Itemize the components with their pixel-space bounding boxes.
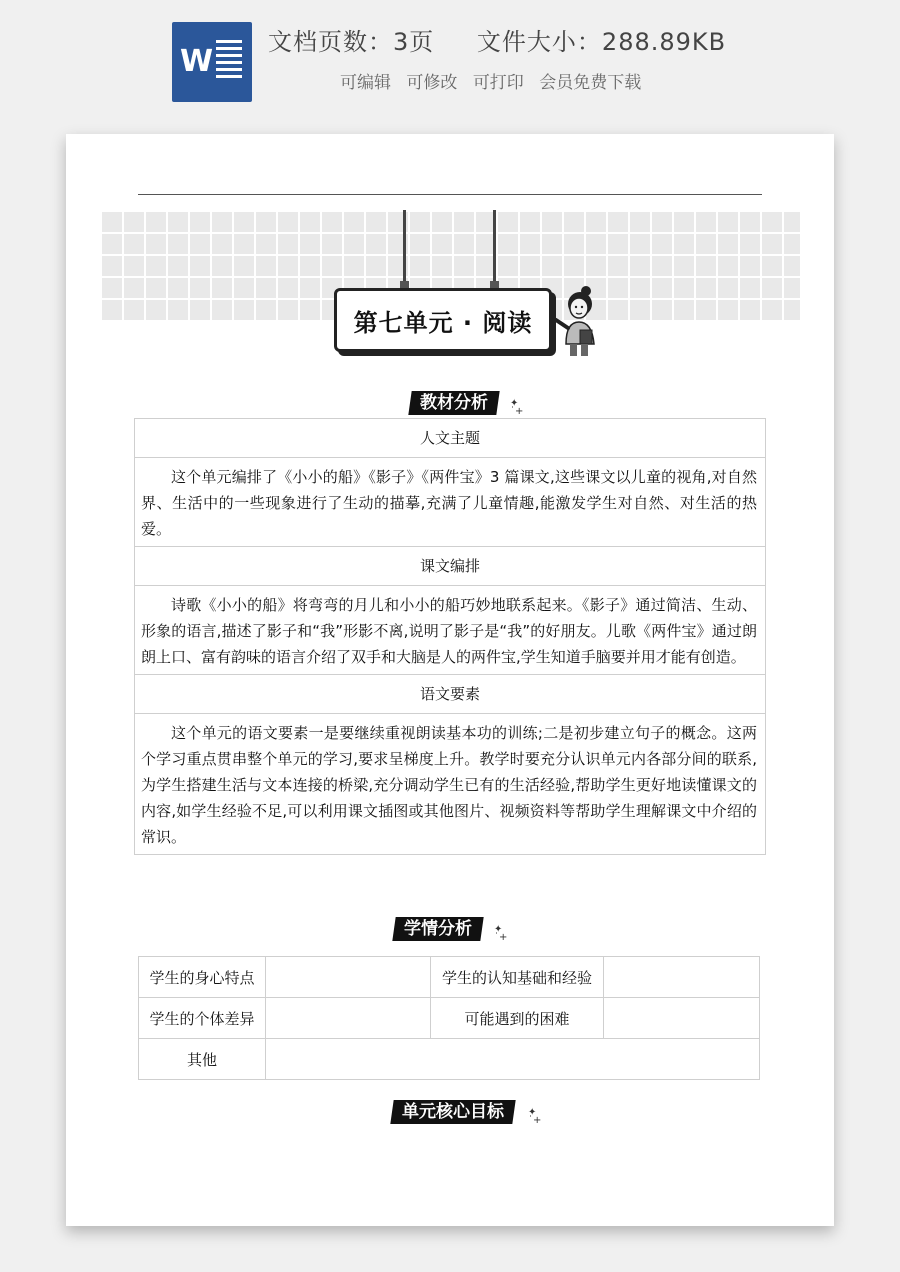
section-label-core-goals: 单元核心目标 (390, 1100, 515, 1124)
section-label-material: 教材分析 (408, 391, 499, 415)
feature-list (340, 68, 651, 93)
student-analysis-table (138, 956, 760, 1080)
word-doc-icon (172, 22, 252, 102)
cell-empty (266, 998, 431, 1039)
sparkle-icon: ✦ ˙+ (528, 1107, 542, 1126)
cell-cognitive-basis: 学生的认知基础和经验 (431, 957, 604, 998)
sign-wire-left (403, 210, 406, 282)
teacher-illustration-icon (552, 284, 604, 358)
sign-wire-right (493, 210, 496, 282)
cell-physical-mental: 学生的身心特点 (139, 957, 266, 998)
feature-printable: 可打印 (472, 73, 524, 93)
sparkle-icon: ✦ ˙+ (494, 924, 508, 943)
unit-title: 第七单元 · 阅读 (353, 308, 533, 337)
table-heading-elements: 语文要素 (135, 675, 766, 714)
unit-title-sign (334, 288, 552, 352)
material-analysis-table (134, 418, 766, 855)
doc-meta-line (268, 22, 760, 57)
cell-other: 其他 (139, 1039, 266, 1080)
feature-editable: 可编辑 (340, 73, 391, 93)
feature-modifiable: 可修改 (406, 73, 458, 93)
table-text-arrangement: 诗歌《小小的船》将弯弯的月儿和小小的船巧妙地联系起来。《影子》通过简洁、生动、形象的语言,描述了影子和“我”形影不离,说明了影子是“我”的好朋友。儿歌《两件宝》通过朗朗上口、富有韵味的语言介绍了双手和大脑是人的两件宝,学生知道手脑要并用才能有创造。 (135, 586, 766, 675)
cell-individual-difference: 学生的个体差异 (139, 998, 266, 1039)
top-divider (138, 194, 762, 195)
page-count-label: 文档页数：3页 (268, 28, 435, 56)
cell-empty (604, 998, 760, 1039)
table-text-theme: 这个单元编排了《小小的船》《影子》《两件宝》3 篇课文,这些课文以儿童的视角,对自然界、生活中的一些现象进行了生动的描摹,充满了儿童情趣,能激发学生对自然、对生活的热爱。 (135, 458, 766, 547)
word-icon-letter: W (180, 44, 214, 79)
cell-possible-difficulty: 可能遇到的困难 (431, 998, 604, 1039)
section-label-student: 学情分析 (392, 917, 483, 941)
cell-empty (266, 957, 431, 998)
sparkle-icon: ✦ ˙+ (510, 398, 524, 417)
cell-empty (604, 957, 760, 998)
table-heading-theme: 人文主题 (135, 419, 766, 458)
table-heading-arrangement: 课文编排 (135, 547, 766, 586)
document-page (66, 134, 834, 1226)
document-info-banner (0, 0, 900, 130)
feature-member-download: 会员免费下载 (539, 73, 642, 93)
cell-empty (266, 1039, 760, 1080)
file-size-label: 文件大小：288.89KB (476, 28, 727, 56)
table-text-elements: 这个单元的语文要素一是要继续重视朗读基本功的训练;二是初步建立句子的概念。这两个学习重点贯串整个单元的学习,要求呈梯度上升。教学时要充分认识单元内各部分间的联系,为学生搭建生活与文本连接的桥梁,充分调动学生已有的生活经验,帮助学生更好地读懂课文的内容,如学生经验不足,可以利用课文插图或其他图片、视频资料等帮助学生理解课文中介绍的常识。 (135, 714, 766, 855)
